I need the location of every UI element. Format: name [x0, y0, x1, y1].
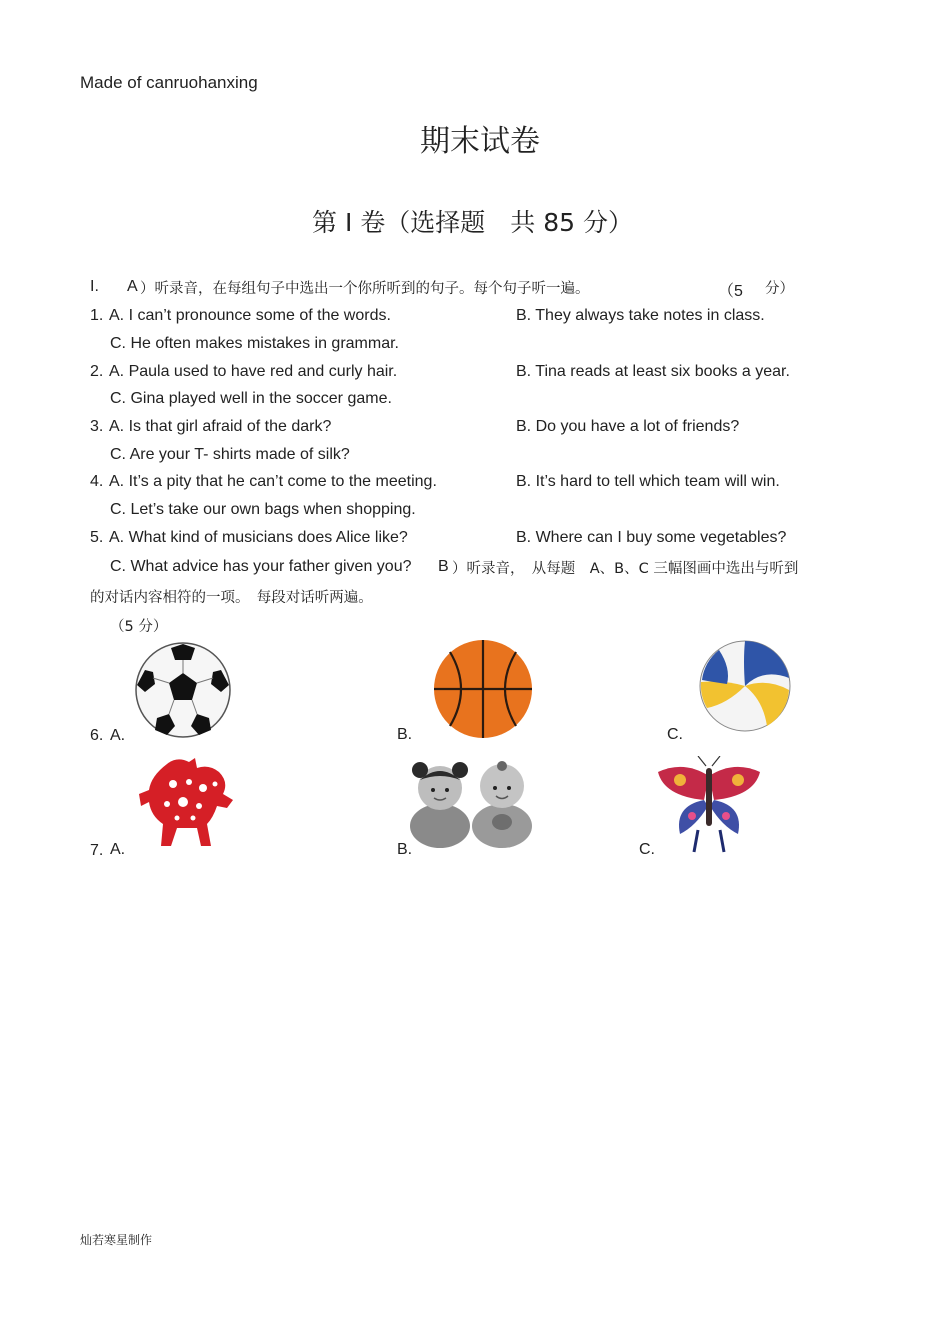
section-a-score-open: （5 — [718, 283, 743, 300]
question-number: 6. — [90, 727, 104, 744]
section-a-score-close: 分） — [765, 281, 794, 297]
section-b-instruction-cont: 的对话内容相符的一项。 每段对话听两遍。 — [90, 590, 373, 606]
soccer-ball-icon — [133, 640, 233, 740]
option-a: A. Is that girl afraid of the dark? — [109, 418, 332, 435]
header-note: Made of canruohanxing — [80, 73, 258, 92]
butterfly-kite-icon — [654, 756, 764, 854]
option-c: C. Let’s take our own bags when shopping. — [110, 501, 416, 518]
option-a: A. Paula used to have red and curly hair. — [109, 363, 398, 380]
option-b: B. Do you have a lot of friends? — [516, 418, 740, 435]
option-c: C. Gina played well in the soccer game. — [110, 390, 392, 407]
option-b: B. Tina reads at least six books a year. — [516, 363, 790, 380]
clay-figurines-icon — [404, 756, 538, 850]
question-number: 1. — [90, 307, 104, 324]
volleyball-icon — [697, 638, 793, 734]
option-b: B. They always take notes in class. — [516, 307, 765, 324]
section-a-letter: A — [127, 278, 138, 295]
basketball-icon — [432, 638, 534, 740]
page-title: 期末试卷 — [420, 124, 540, 159]
option-a: A. What kind of musicians does Alice like? — [109, 529, 408, 546]
option-c: C. Are your T- shirts made of silk? — [110, 446, 350, 463]
question-number: 7. — [90, 842, 104, 859]
section-b-score: （5 分） — [110, 619, 168, 635]
option-b-label: B. — [397, 726, 413, 743]
question-number: 5. — [90, 529, 104, 546]
option-a-label: A. — [110, 727, 126, 744]
option-a: A. It’s a pity that he can’t come to the meeting. — [109, 473, 437, 490]
option-b-label: B. — [397, 841, 413, 858]
section-a-number: I. — [90, 278, 99, 295]
option-a: A. I can’t pronounce some of the words. — [109, 307, 391, 324]
option-b: B. Where can I buy some vegetables? — [516, 529, 787, 546]
question-number: 4. — [90, 473, 104, 490]
option-c: C. What advice has your father given you? — [110, 558, 412, 575]
option-a-label: A. — [110, 841, 126, 858]
question-number: 3. — [90, 418, 104, 435]
paper-cut-horse-icon — [137, 754, 237, 852]
option-c: C. He often makes mistakes in grammar. — [110, 335, 399, 352]
footer-note: 灿若寒星制作 — [80, 1233, 153, 1247]
option-b: B. It’s hard to tell which team will win. — [516, 473, 780, 490]
option-c-label: C. — [667, 726, 683, 743]
section-subtitle: 第 I 卷（选择题 共 85 分） — [312, 208, 633, 237]
section-a-instruction: ）听录音，在每组句子中选出一个你所听到的句子。每个句子听一遍。 — [140, 281, 590, 297]
option-c-label: C. — [639, 841, 655, 858]
section-b-letter: B — [438, 558, 449, 575]
question-number: 2. — [90, 363, 104, 380]
section-b-instruction: ）听录音， 从每题 A、B、C 三幅图画中选出与听到 — [452, 561, 799, 577]
